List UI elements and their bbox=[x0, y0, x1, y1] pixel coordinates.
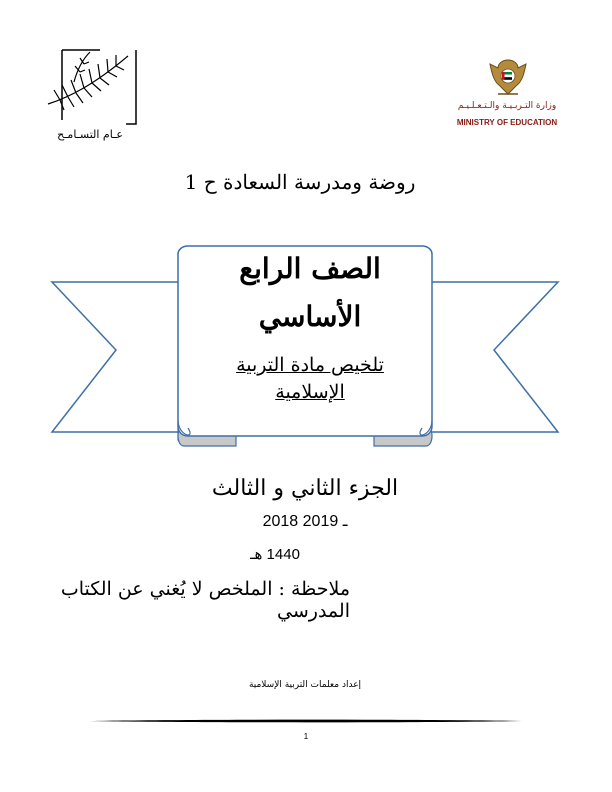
ministry-name-arabic: وزارة التـربـيـة والـتـعـلـيـم bbox=[457, 101, 557, 111]
subject-summary-line2-text: الإسلامية bbox=[275, 381, 345, 403]
subject-summary-line1 bbox=[190, 354, 430, 376]
parts-label: الجزء الثاني و الثالث bbox=[211, 476, 399, 501]
tolerance-year-logo bbox=[40, 42, 140, 142]
subject-summary-line2 bbox=[190, 381, 430, 403]
grade-title-line1: الصف الرابع bbox=[239, 252, 381, 285]
banner-left-tail bbox=[52, 282, 188, 432]
grade-title-line2: الأساسي bbox=[258, 300, 362, 333]
academic-year: 2018 ـ 2019 bbox=[262, 513, 348, 530]
page-number: 1 bbox=[303, 732, 309, 741]
uae-emblem-icon bbox=[480, 54, 536, 100]
palm-frond-icon bbox=[48, 52, 128, 110]
hijri-year: 1440 هـ bbox=[250, 546, 300, 563]
ministry-name-english: MINISTRY OF EDUCATION bbox=[456, 118, 558, 127]
tolerance-logo-caption: عـام التسـامـح bbox=[57, 128, 123, 141]
prepared-by: إعداد معلمات التربية الإسلامية bbox=[248, 680, 362, 690]
school-name: روضة ومدرسة السعادة ح 1 bbox=[184, 170, 416, 194]
note-text: ملاحظة : الملخص لا يُغني عن الكتاب المدرسي bbox=[60, 578, 350, 622]
subject-summary-line1-text: تلخيص مادة التربية bbox=[236, 354, 384, 376]
footer-divider bbox=[90, 717, 522, 725]
banner-right-tail bbox=[422, 282, 558, 432]
